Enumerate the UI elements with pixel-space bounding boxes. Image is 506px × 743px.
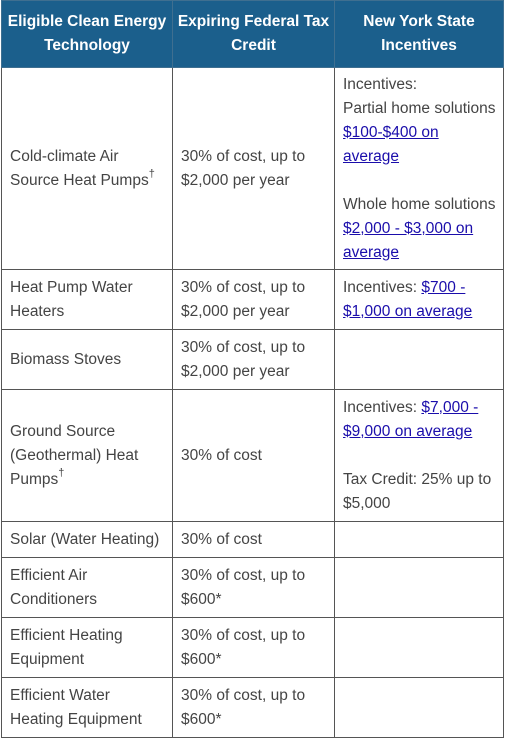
technology-cell: Heat Pump Water Heaters bbox=[2, 270, 173, 330]
federal-credit-cell: 30% of cost, up to $600* bbox=[173, 678, 335, 738]
federal-credit-cell: 30% of cost, up to $2,000 per year bbox=[173, 270, 335, 330]
partial-home-line bbox=[343, 97, 497, 169]
federal-credit-cell: 30% of cost, up to $600* bbox=[173, 618, 335, 678]
table-row bbox=[2, 678, 504, 738]
federal-credit-cell: 30% of cost bbox=[173, 390, 335, 522]
ny-incentives-cell bbox=[335, 390, 504, 522]
federal-credit-cell: 30% of cost bbox=[173, 522, 335, 558]
header-ny-incentives: New York State Incentives bbox=[335, 1, 504, 68]
incentives-table bbox=[1, 0, 504, 738]
table-row bbox=[2, 390, 504, 522]
ny-incentives-cell bbox=[335, 618, 504, 678]
ny-incentives-cell bbox=[335, 68, 504, 270]
heat-pump-water-heater-link[interactable]: $700 - $1,000 on average bbox=[343, 278, 473, 320]
table-row bbox=[2, 270, 504, 330]
header-federal-tax-credit: Expiring Federal Tax Credit bbox=[173, 1, 335, 68]
ny-incentives-cell bbox=[335, 330, 504, 390]
whole-home-line bbox=[343, 193, 497, 265]
geothermal-incentives-link[interactable]: $7,000 - $9,000 on average bbox=[343, 398, 479, 440]
incentives-label: Incentives: bbox=[343, 398, 422, 416]
table-row bbox=[2, 558, 504, 618]
table-header bbox=[2, 1, 504, 68]
partial-home-link[interactable]: $100-$400 on average bbox=[343, 123, 439, 165]
federal-credit-cell: 30% of cost, up to $2,000 per year bbox=[173, 330, 335, 390]
technology-cell bbox=[2, 390, 173, 522]
ny-incentives-cell bbox=[335, 558, 504, 618]
federal-credit-cell: 30% of cost, up to $600* bbox=[173, 558, 335, 618]
table-row bbox=[2, 68, 504, 270]
table-body bbox=[2, 68, 504, 738]
federal-credit-cell: 30% of cost, up to $2,000 per year bbox=[173, 68, 335, 270]
header-row bbox=[2, 1, 504, 68]
header-technology: Eligible Clean Energy Technology bbox=[2, 1, 173, 68]
technology-cell bbox=[2, 68, 173, 270]
ny-incentives-cell bbox=[335, 678, 504, 738]
whole-home-link[interactable]: $2,000 - $3,000 on average bbox=[343, 219, 474, 261]
dagger-footnote-mark: † bbox=[58, 467, 65, 480]
incentives-label: Incentives: bbox=[343, 75, 418, 93]
ny-incentives-cell bbox=[335, 270, 504, 330]
whole-home-text: Whole home solutions bbox=[343, 195, 496, 213]
partial-home-text: Partial home solutions bbox=[343, 99, 496, 117]
technology-cell: Solar (Water Heating) bbox=[2, 522, 173, 558]
table-row bbox=[2, 330, 504, 390]
technology-cell: Efficient Water Heating Equipment bbox=[2, 678, 173, 738]
ny-incentives-cell bbox=[335, 522, 504, 558]
technology-label: Ground Source (Geothermal) Heat Pumps bbox=[10, 422, 139, 488]
technology-cell: Efficient Air Conditioners bbox=[2, 558, 173, 618]
geothermal-incentives-line bbox=[343, 396, 497, 444]
incentives-label: Incentives: bbox=[343, 278, 422, 296]
dagger-footnote-mark: † bbox=[148, 168, 155, 181]
table-row bbox=[2, 618, 504, 678]
technology-label: Cold-climate Air Source Heat Pumps bbox=[10, 147, 149, 189]
tax-credit-text: Tax Credit: 25% up to $5,000 bbox=[343, 470, 492, 512]
technology-cell: Efficient Heating Equipment bbox=[2, 618, 173, 678]
table-row bbox=[2, 522, 504, 558]
technology-cell: Biomass Stoves bbox=[2, 330, 173, 390]
